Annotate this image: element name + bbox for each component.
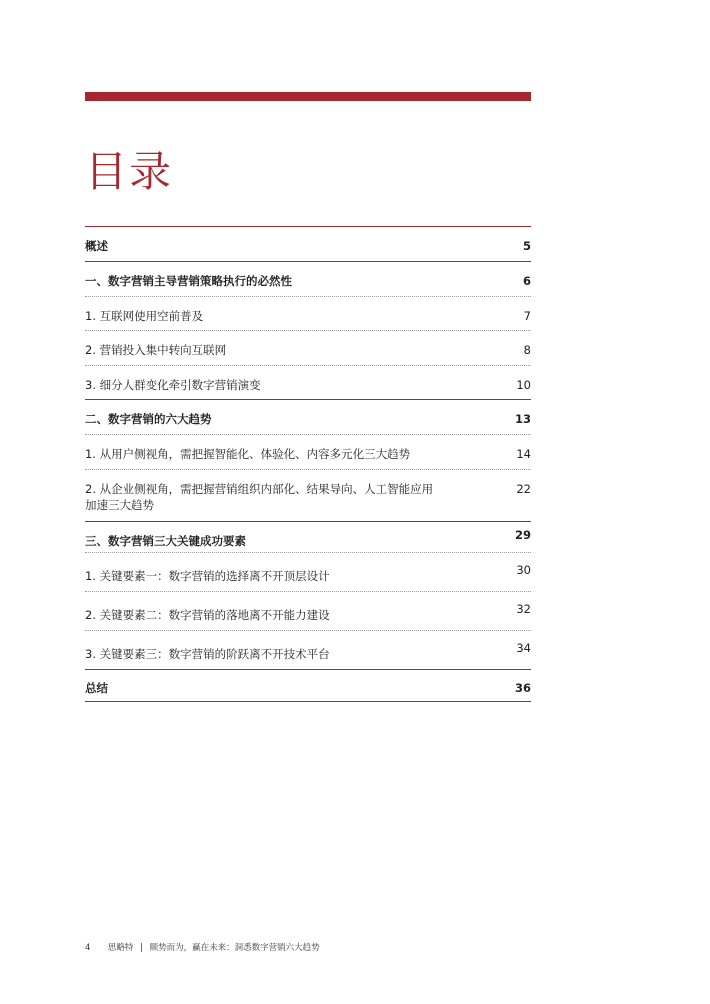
- toc-row-3-3[interactable]: [85, 630, 531, 669]
- toc-label: 1. 从用户侧视角，需把握智能化、体验化、内容多元化三大趋势: [85, 447, 411, 461]
- toc-label: 2. 营销投入集中转向互联网: [85, 343, 227, 357]
- toc-page-number: 7: [523, 309, 531, 323]
- toc-row-section-2[interactable]: [85, 399, 531, 434]
- toc-row-1-1[interactable]: [85, 296, 531, 330]
- toc-label: 1. 关键要素一：数字营销的选择离不开顶层设计: [85, 569, 330, 583]
- toc-row-1-3[interactable]: [85, 365, 531, 399]
- toc-row-3-2[interactable]: [85, 591, 531, 630]
- toc-row-3-1[interactable]: [85, 552, 531, 591]
- toc-page-number: 8: [523, 343, 531, 357]
- toc-page-number: 13: [514, 412, 531, 426]
- toc-page-number: 6: [522, 274, 531, 288]
- toc-label: 二、数字营销的六大趋势: [85, 412, 212, 426]
- toc-page-number: 32: [516, 602, 531, 616]
- footer-brand: 思略特: [107, 943, 134, 953]
- toc-row-section-3[interactable]: [85, 521, 531, 552]
- toc-page-number: 36: [514, 681, 531, 695]
- top-accent-bar: [85, 92, 531, 101]
- toc-page-number: 10: [516, 378, 531, 392]
- toc-page-number: 22: [516, 482, 531, 496]
- toc-label: 三、数字营销三大关键成功要素: [85, 534, 246, 548]
- page-title: 目录: [85, 147, 174, 197]
- toc-label: 3. 关键要素三：数字营销的阶跃离不开技术平台: [85, 647, 330, 661]
- table-of-contents: [85, 226, 531, 702]
- toc-label: 概述: [85, 239, 108, 253]
- page-footer: [85, 942, 320, 954]
- toc-page-number: 29: [514, 528, 531, 542]
- toc-row-1-2[interactable]: [85, 330, 531, 365]
- toc-label: 总结: [85, 681, 108, 695]
- toc-label: 3. 细分人群变化牵引数字营销演变: [85, 378, 261, 392]
- toc-row-overview[interactable]: [85, 226, 531, 261]
- toc-row-section-1[interactable]: [85, 261, 531, 296]
- toc-page-number: 30: [516, 563, 531, 577]
- toc-row-2-2[interactable]: [85, 469, 531, 521]
- toc-label: 1. 互联网使用空前普及: [85, 309, 204, 323]
- toc-row-summary[interactable]: [85, 669, 531, 702]
- toc-page-number: 14: [516, 447, 531, 461]
- toc-page-number: 34: [516, 641, 531, 655]
- footer-separator: |: [140, 943, 143, 953]
- toc-label: 2. 从企业侧视角，需把握营销组织内部化、结果导向、人工智能应用加速三大趋势: [85, 482, 434, 512]
- toc-label: 2. 关键要素二：数字营销的落地离不开能力建设: [85, 608, 330, 622]
- toc-row-2-1[interactable]: [85, 434, 531, 469]
- toc-page-number: 5: [522, 239, 531, 253]
- footer-page-number: 4: [85, 943, 91, 953]
- footer-text: 顺势而为，赢在未来：洞悉数字营销六大趋势: [149, 943, 320, 953]
- toc-label: 一、数字营销主导营销策略执行的必然性: [85, 274, 292, 288]
